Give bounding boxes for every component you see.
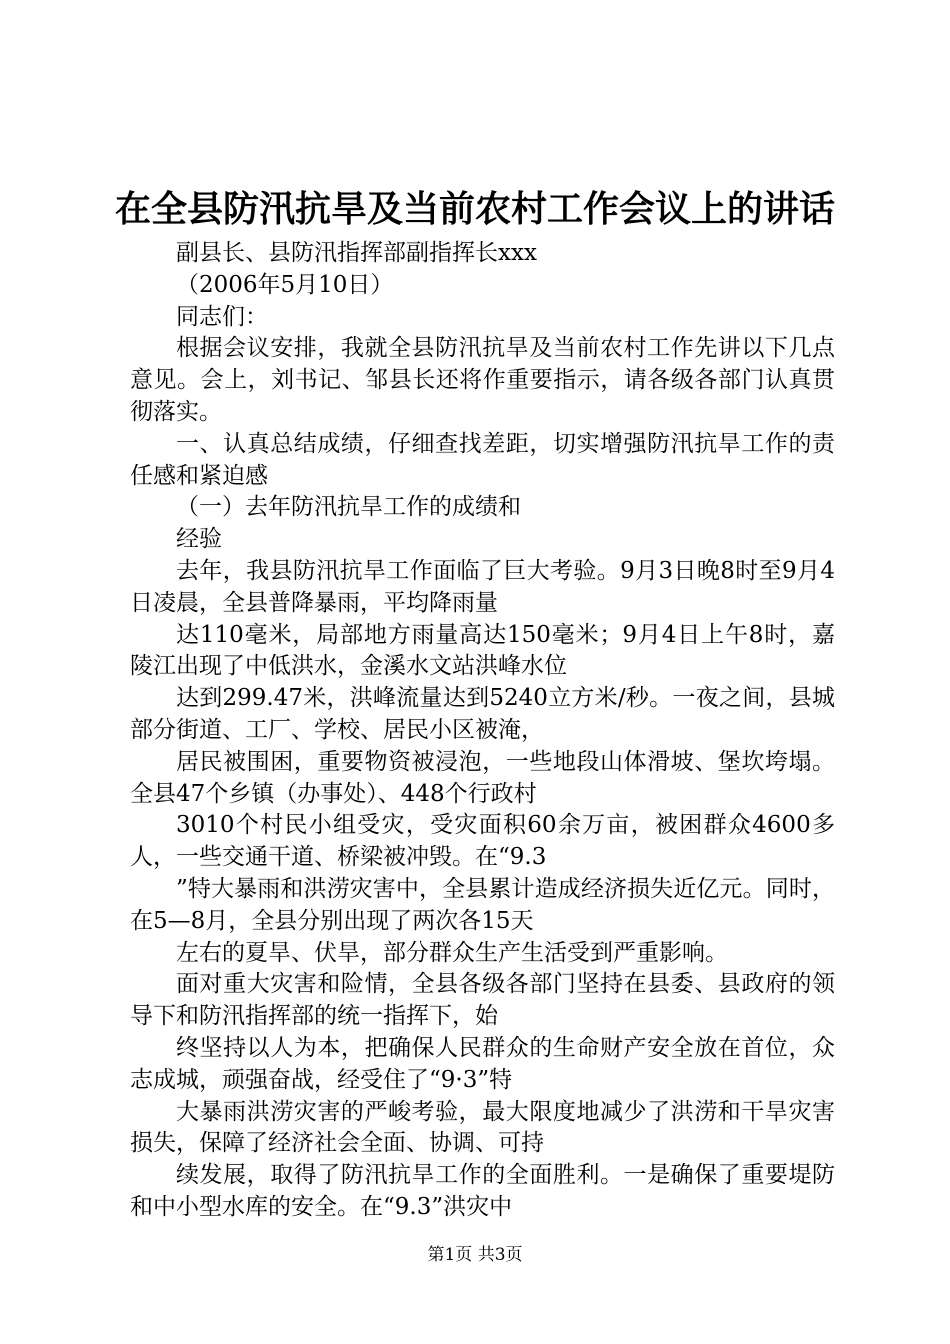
speaker-line: 副县长、县防汛指挥部副指挥长xxx [176, 240, 537, 266]
paragraph: 去年，我县防汛抗旱工作面临了巨大考验。9月3日晚8时至9月4日凌晨，全县普降暴雨，平均降雨量 [130, 557, 835, 616]
document-title: 在全县防汛抗旱及当前农村工作会议上的讲话 [114, 188, 835, 230]
paragraph: 根据会议安排，我就全县防汛抗旱及当前农村工作先讲以下几点意见。会上，刘书记、邹县长还将作重要指示，请各级各部门认真贯彻落实。 [130, 335, 835, 425]
salutation: 同志们： [176, 303, 268, 330]
section-heading: 一、认真总结成绩，仔细查找差距，切实增强防汛抗旱工作的责任感和紧迫感 [130, 430, 835, 489]
paragraph: 终坚持以人为本，把确保人民群众的生命财产安全放在首位，众志成城，顽强奋战，经受住了“9·3”特 [130, 1034, 835, 1093]
date-line: （2006年5月10日） [176, 271, 394, 298]
paragraph: 大暴雨洪涝灾害的严峻考验，最大限度地减少了洪涝和干旱灾害损失，保障了经济社会全面、协调、可持 [130, 1098, 835, 1157]
subsection-heading-continued: 经验 [176, 526, 222, 553]
paragraph: 左右的夏旱、伏旱，部分群众生产生活受到严重影响。 [176, 939, 728, 966]
paragraph: ”特大暴雨和洪涝灾害中，全县累计造成经济损失近亿元。同时，在5—8月，全县分别出现了两次各15天 [130, 875, 835, 934]
paragraph: 居民被围困，重要物资被浸泡，一些地段山体滑坡、堡坎垮塌。全县47个乡镇（办事处）、448个行政村 [130, 748, 835, 807]
paragraph: 3010个村民小组受灾，受灾面积60余万亩，被困群众4600多人，一些交通干道、桥梁被冲毁。在“9.3 [130, 812, 835, 871]
paragraph: 达110毫米，局部地方雨量高达150毫米；9月4日上午8时，嘉陵江出现了中低洪水，金溪水文站洪峰水位 [130, 621, 835, 680]
document-body [130, 238, 835, 1224]
paragraph: 续发展，取得了防汛抗旱工作的全面胜利。一是确保了重要堤防和中小型水库的安全。在“9.3”洪灾中 [130, 1162, 835, 1220]
subsection-heading: （一）去年防汛抗旱工作的成绩和 [176, 494, 521, 521]
paragraph: 面对重大灾害和险情，全县各级各部门坚持在县委、县政府的领导下和防汛指挥部的统一指挥下，始 [130, 971, 835, 1030]
paragraph: 达到299.47米，洪峰流量达到5240立方米/秒。一夜之间，县城部分街道、工厂、学校、居民小区被淹， [130, 685, 835, 743]
page-number-footer: 第1页 共3页 [427, 1245, 523, 1265]
